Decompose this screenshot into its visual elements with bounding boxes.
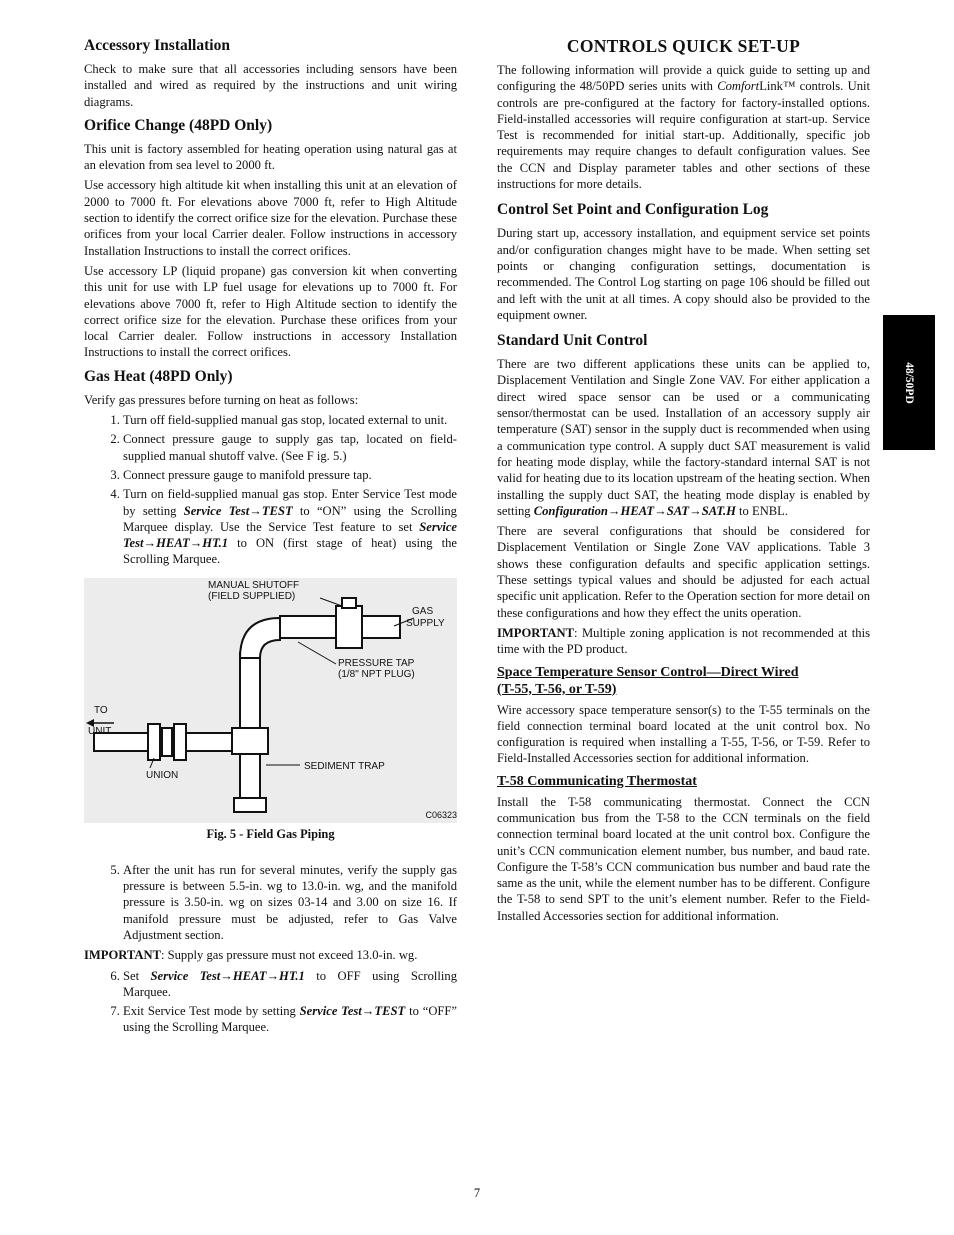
standard-text-1a: There are two different applications these units can be applied to, Displacement Ventilation and Single Zone VAV. For either application a direct wired space sensor can be used or a communicating sensor/thermostat can be used. Installation of an accessory supply air temperature (SAT) sensor in the supply duct is recommended when using a communication type control. A supply duct SAT measurement is valid for heating mode display, while the factory-standard internal SAT is not valid for heating due to its location upstream of the heating section. When installing the supply duct SAT, the heating mode display is enabled by setting bbox=[497, 357, 870, 518]
label-gas-2: SUPPLY bbox=[406, 617, 445, 629]
standard-important-text: : Multiple zoning application is not recommended at this time with the PD product. bbox=[497, 625, 870, 657]
t58-heading: T-58 Communicating Thermostat bbox=[497, 773, 697, 789]
side-tab-label: 48/50PD bbox=[903, 361, 915, 404]
gas-piping-diagram bbox=[84, 578, 457, 823]
step-1: 1. Turn off field-supplied manual gas stop, located external to unit. bbox=[123, 412, 457, 428]
standard-config-path: Configuration→HEAT→SAT→SAT.H bbox=[533, 503, 736, 518]
gas-heat-steps-c bbox=[84, 968, 457, 1036]
step-4-text-c: to ON (first stage of heat) using the Scrolling Marquee. bbox=[123, 536, 457, 567]
step-4-path-a: Service Test→TEST bbox=[183, 503, 293, 518]
step-4 bbox=[123, 486, 457, 567]
step-7 bbox=[123, 1003, 457, 1036]
standard-text-1 bbox=[497, 356, 870, 519]
right-column bbox=[497, 36, 870, 928]
standard-important-label: IMPORTANT bbox=[497, 625, 574, 640]
step-6-text-a: Set bbox=[123, 968, 151, 983]
figure-code: C06323 bbox=[425, 809, 457, 820]
spacetemp-heading bbox=[497, 664, 870, 698]
label-sediment-trap: SEDIMENT TRAP bbox=[304, 760, 385, 772]
step-7-path: Service Test→TEST bbox=[299, 1004, 406, 1019]
standard-heading: Standard Unit Control bbox=[497, 332, 648, 350]
step-4-text-b: to “ON” using the Scrolling Marquee display. Use the Service Test feature to set bbox=[123, 503, 457, 534]
t58-text: Install the T-58 communicating thermostat. Connect the CCN communication bus from the T-58 to the CCN terminals on the field connection terminal board located at the unit control box. Configure the unit’s CCN communication element number, bus number, and baud rate. Configure the T-58’s CCN communication bus number and baud rate the same as the unit, while the element number has to be different. Configure the T-58 to send SPT to the unit’s element number. Refer to the Field-Installed Accessories section for additional information. bbox=[497, 794, 870, 923]
field-gas-piping-figure bbox=[84, 578, 457, 823]
step-7-text-b: to “OFF” using the Scrolling Marquee. bbox=[123, 1004, 458, 1035]
controls-title: CONTROLS QUICK SET-UP bbox=[566, 36, 801, 56]
gas-heat-steps-b bbox=[84, 862, 457, 943]
gas-heat-steps-a bbox=[84, 412, 457, 568]
accessory-heading: Accessory Installation bbox=[84, 37, 230, 54]
setpoint-heading: Control Set Point and Configuration Log bbox=[497, 201, 769, 219]
spacetemp-heading-1: Space Temperature Sensor Control—Direct Wired bbox=[497, 664, 799, 680]
left-column bbox=[84, 36, 457, 1040]
important-label: IMPORTANT bbox=[84, 948, 161, 963]
step-6-text-b: to OFF using Scrolling Marquee. bbox=[123, 968, 457, 999]
label-gas-1: GAS bbox=[412, 605, 434, 617]
orifice-heading: Orifice Change (48PD Only) bbox=[84, 116, 273, 134]
step-5: 5. After the unit has run for several minutes, verify the supply gas pressure is between 5.5-in. wg to 13.0-in. wg, and the manifold pressure is 3.50-in. wg on sizes 03-14 and 3.00 on size 16. If manifold pressure must be adjusted, refer to Gas Valve Adjustment section. bbox=[123, 862, 457, 943]
step-6-path: Service Test→HEAT→HT.1 bbox=[150, 968, 305, 983]
intro-text-a: The following information will provide a quick guide to setting up and configuring the 48/50PD series units with bbox=[497, 63, 870, 94]
orifice-text-2: Use accessory high altitude kit when installing this unit at an elevation of 2000 to 7000 ft. For elevations above 7000 ft, refer to High Altitude section to identify the correct orifice size for the elevation. Purchase these orifices from your local Carrier dealer. Follow instructions in accessory Installation Instructions to install the correct orifices. bbox=[84, 178, 457, 258]
label-shutoff-2: (FIELD SUPPLIED) bbox=[208, 590, 296, 602]
side-tab bbox=[883, 315, 935, 450]
accessory-text: Check to make sure that all accessories including sensors have been installed and wired as required by the instructions and unit wiring diagrams. bbox=[84, 62, 457, 109]
step-7-text-a: Exit Service Test mode by setting bbox=[123, 1004, 300, 1019]
controls-intro bbox=[497, 62, 870, 192]
label-shutoff-1: MANUAL SHUTOFF bbox=[208, 579, 300, 591]
standard-text-2: There are several configurations that should be considered for Displacement Ventilation or Single Zone VAV applications. Table 3 shows these configuration defaults and specific application settings. These settings typical values and should be adjusted for each actual specific unit application. Refer to the Operation section for more detail on these configurations and how they effect the units operation. bbox=[497, 524, 870, 620]
step-3: 3. Connect pressure gauge to manifold pressure tap. bbox=[123, 467, 457, 483]
spacetemp-heading-2: (T-55, T-56, or T-59) bbox=[497, 681, 617, 697]
label-union: UNION bbox=[146, 769, 179, 781]
orifice-text-3: Use accessory LP (liquid propane) gas conversion kit when converting this unit for use with LP fuel usage for elevations up to 7000 ft. For elevations above 7000 ft, refer to High Altitude section to identify the correct orifice size for the elevation. Purchase these orifices from your local Carrier dealer. Follow instructions in accessory Installation Instructions to install the correct orifices. bbox=[84, 263, 457, 360]
gas-heat-intro: Verify gas pressures before turning on heat as follows: bbox=[84, 392, 359, 407]
intro-text-b: Link™ controls. Unit controls are pre-configured at the factory for factory-installed options. Field-installed accessories will require configuration at start-up. Service Test is recommended for initial start-up. Additionally, specific job requirements may require changes to default configuration values. See the CCN and Display parameter tables and other sections of these instructions for more details. bbox=[497, 79, 870, 192]
figure-caption: Fig. 5 - Field Gas Piping bbox=[206, 826, 335, 841]
gas-important bbox=[84, 947, 457, 963]
label-tap-2: (1/8" NPT PLUG) bbox=[338, 668, 415, 680]
label-to-2: UNIT bbox=[88, 725, 112, 737]
label-tap-1: PRESSURE TAP bbox=[338, 657, 415, 669]
setpoint-text: During start up, accessory installation, and equipment service set points and/or configuration changes might have to be made. When setting set points or changing configuration settings, documentation is recommended. The Control Log starting on page 106 should be filled out and left with the unit at all times. A copy should also be provided to the equipment owner. bbox=[497, 226, 870, 322]
label-to-1: TO bbox=[94, 704, 108, 716]
standard-important bbox=[497, 625, 870, 658]
page-number: 7 bbox=[473, 1186, 481, 1200]
standard-text-1c: to ENBL. bbox=[735, 503, 789, 518]
step-4-text-a: Turn on field-supplied manual gas stop. Enter Service Test mode by setting bbox=[123, 487, 457, 518]
step-2: 2. Connect pressure gauge to supply gas tap, located on field-supplied manual shutoff valve. (See F ig. 5.) bbox=[123, 431, 457, 464]
spacetemp-text: Wire accessory space temperature sensor(s) to the T-55 terminals on the field connection terminal board located at the unit control box. No configuration is required when installing a T-55, T-56, or T-59. Refer to Field-Installed Accessories section for additional information. bbox=[497, 702, 870, 766]
gas-heat-heading: Gas Heat (48PD Only) bbox=[84, 367, 233, 385]
important-text: : Supply gas pressure must not exceed 13.0-in. wg. bbox=[160, 948, 418, 963]
orifice-text-1: This unit is factory assembled for heating operation using natural gas at an elevation from sea level to 2000 ft. bbox=[84, 141, 457, 173]
step-6 bbox=[123, 968, 457, 1001]
step-4-path-b: Service Test→HEAT→HT.1 bbox=[123, 519, 457, 551]
intro-comfort: Comfort bbox=[717, 79, 760, 94]
